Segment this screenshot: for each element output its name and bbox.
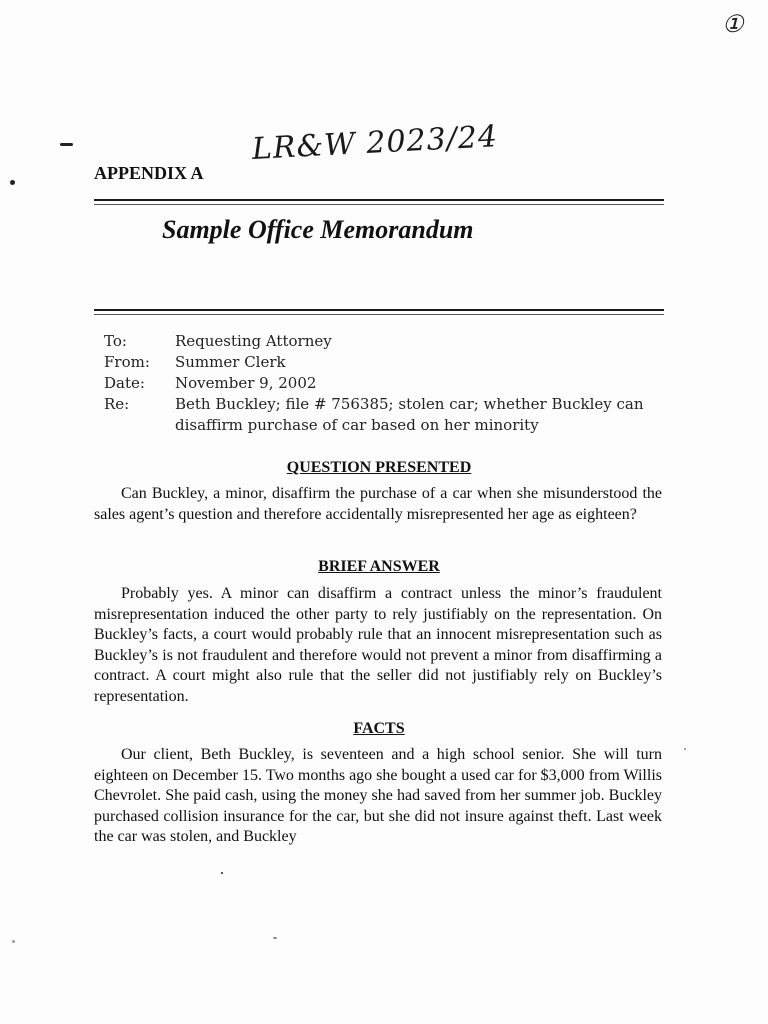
top-divider-underline	[94, 204, 664, 205]
header-label: Date:	[104, 374, 145, 392]
bottom-divider	[94, 309, 664, 311]
facts-heading: FACTS	[353, 720, 405, 737]
memo-header-to	[104, 331, 664, 352]
memo-header-date	[104, 373, 664, 394]
brief-answer-text: Probably yes. A minor can disaffirm a contract unless the minor’s fraudulent misrepresentation induced the other party to rely justifiably on the representation. On Buckley’s facts, a court would probably rule that an innocent misrepresentation such as Buckley’s is not fraudulent and therefore would not prevent a minor from disaffirming a contract. A court might also rule that the seller did not justifiably rely on Buckley’s representation.	[94, 585, 662, 705]
question-presented-text: Can Buckley, a minor, disaffirm the purchase of a car when she misunderstood the sales agent’s question and therefore accidentally misrepresented her age as eighteen?	[94, 485, 662, 523]
question-presented-heading: QUESTION PRESENTED	[286, 459, 472, 476]
memo-header-re	[104, 394, 664, 436]
scan-mark	[10, 180, 15, 185]
header-label: To:	[104, 332, 127, 350]
handwritten-page-number: ①	[722, 10, 744, 38]
header-label: From:	[104, 353, 150, 371]
brief-answer-heading: BRIEF ANSWER	[318, 558, 440, 575]
header-value: Summer Clerk	[175, 353, 286, 371]
scan-mark	[684, 748, 686, 750]
header-value: Beth Buckley; file # 756385; stolen car; whether Buckley can disaffirm purchase of car based on her minority	[175, 395, 644, 434]
memo-title: Sample Office Memorandum	[162, 215, 474, 244]
memo-header-from	[104, 352, 664, 373]
memo-header	[104, 331, 664, 436]
header-value: Requesting Attorney	[175, 332, 332, 350]
handwritten-course-note: LR&W 2023/24	[251, 119, 499, 167]
facts-text: Our client, Beth Buckley, is seventeen and a high school senior. She will turn eighteen on December 15. Two months ago she bought a used car for $3,000 from Willis Chevrolet. She paid cash, using the money she had saved from her summer job. Buckley purchased collision insurance for the car, but she did not insure against theft. Last week the car was stolen, and Buckley	[94, 746, 662, 846]
scan-mark	[12, 940, 15, 943]
top-divider	[94, 199, 664, 201]
scan-mark	[273, 937, 277, 939]
appendix-heading: APPENDIX A	[94, 163, 204, 183]
scan-mark	[60, 143, 73, 146]
header-label: Re:	[104, 395, 130, 413]
header-value: November 9, 2002	[175, 374, 317, 392]
bottom-divider-underline	[94, 314, 664, 315]
scan-mark	[221, 872, 223, 874]
